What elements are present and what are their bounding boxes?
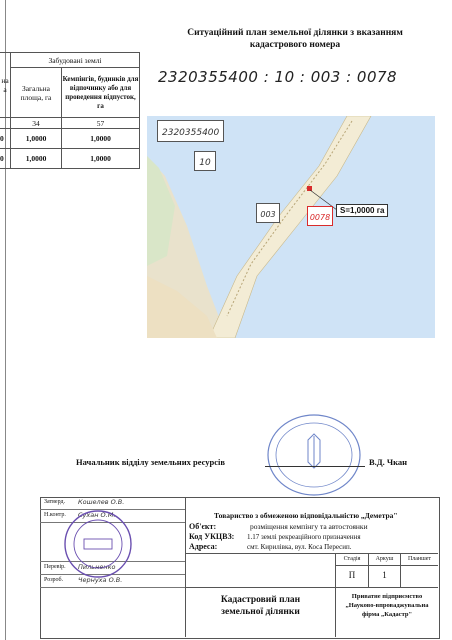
company-seal <box>62 508 134 580</box>
cut-header-cell <box>0 53 11 118</box>
official-seal <box>264 410 364 500</box>
plot-area-label: S=1,0000 га <box>340 206 385 215</box>
map-drawing <box>147 116 435 338</box>
stamp-person: Кошелев О.В. <box>78 498 125 506</box>
title-block-hline-3 <box>336 565 438 566</box>
header-group: Забудовані землі <box>48 55 102 65</box>
row2-cut: 0 <box>0 154 4 163</box>
map-label-number-box <box>157 120 224 142</box>
doc-title-line-2: земельної ділянки <box>221 607 300 617</box>
sheet-header: Аркуш <box>375 556 394 562</box>
cut-header: на а <box>1 76 9 94</box>
row1-cut: 0 <box>0 134 4 143</box>
table-row-2-cut <box>0 149 11 169</box>
signature-line <box>265 466 365 467</box>
map-label-plot: 0078 <box>309 213 331 222</box>
firm-name <box>336 592 438 619</box>
ukcz-label: Код УКЦВЗ: <box>189 532 235 541</box>
col1-num: 34 <box>32 118 40 128</box>
row1-v2: 1,0000 <box>90 134 111 143</box>
company-name: Товариство з обмеженою відповідальністю „Деметра" <box>214 511 398 520</box>
ukcz-value: 1.17 землі рекреаційного призначення <box>247 533 361 541</box>
stamp-role: Розроб. <box>44 577 64 583</box>
stage-value: П <box>348 570 356 580</box>
map-label-block10: 10 <box>199 158 211 168</box>
table-row-2-v1 <box>11 149 62 169</box>
col2-num-cell <box>62 118 140 129</box>
map-label-number: 2320355400 <box>162 128 220 138</box>
stamp-role: Перевір. <box>44 564 66 570</box>
land-area-table <box>0 52 140 169</box>
table-row-1-v1 <box>11 129 62 149</box>
col1-num-cell <box>11 118 62 129</box>
stamp-person: Чернуха О.В. <box>78 576 123 584</box>
header-group-cell <box>11 53 140 68</box>
col2-header: Кемпінгів, будинків для відпочинку або для проведення відпусток, га <box>62 74 139 110</box>
col2-header-cell <box>62 68 140 118</box>
address-value: смт. Кирилівка, вул. Коса Пересип. <box>247 543 352 551</box>
title-block-hline-2 <box>186 587 438 588</box>
row2-v2: 1,0000 <box>90 154 111 163</box>
signature-position: Начальник відділу земельних ресурсів <box>76 457 225 467</box>
object-value: розміщення кемпінгу та автостоянки <box>250 522 368 531</box>
table-row-1-cut <box>0 129 11 149</box>
document-title <box>150 27 440 51</box>
address-label: Адреса: <box>189 542 218 551</box>
map-label-block10-box <box>194 151 216 171</box>
col2-num: 57 <box>96 118 105 128</box>
plot-marker <box>307 186 312 191</box>
signature-name: В.Д. Чкан <box>369 457 408 467</box>
object-label: Об'єкт: <box>189 522 217 531</box>
map-label-plot-box <box>307 206 333 226</box>
table-row-2-v2 <box>62 149 140 169</box>
firm-line-3: фірма „Кадастр" <box>361 611 413 618</box>
num-cut-cell <box>0 118 11 129</box>
title-line-1: Ситуаційний план земельної ділянки з вказанням <box>187 28 403 38</box>
document-type-title <box>186 594 335 618</box>
title-line-2: кадастрового номера <box>249 40 341 50</box>
map-label-block003: 003 <box>260 210 276 219</box>
map-label-block003-box <box>256 203 280 223</box>
firm-line-2: „Науково-впроваджувальна <box>345 602 429 609</box>
table-row-1-v2 <box>62 129 140 149</box>
cadastral-number: 2320355400 : 10 : 003 : 0078 <box>158 68 398 86</box>
col1-header: Загальна площа, га <box>20 83 52 102</box>
sheets-header: Планшет <box>407 556 432 562</box>
firm-line-1: Приватне підприємство <box>351 593 423 600</box>
stage-header: Стадія <box>343 556 361 562</box>
stamp-person: Пильненко <box>78 563 116 571</box>
row1-v1: 1,0000 <box>25 134 47 143</box>
stamp-person: Сухан О.М. <box>78 511 116 519</box>
stamp-role: Н.контр. <box>44 512 66 518</box>
row2-v1: 1,0000 <box>25 154 47 163</box>
stamp-role: Затверд. <box>44 499 66 505</box>
doc-title-line-1: Кадастровий план <box>220 595 301 605</box>
col1-header-cell <box>11 68 62 118</box>
sheet-value: 1 <box>382 570 387 580</box>
plot-area-box <box>336 204 388 217</box>
situation-map <box>147 116 435 338</box>
